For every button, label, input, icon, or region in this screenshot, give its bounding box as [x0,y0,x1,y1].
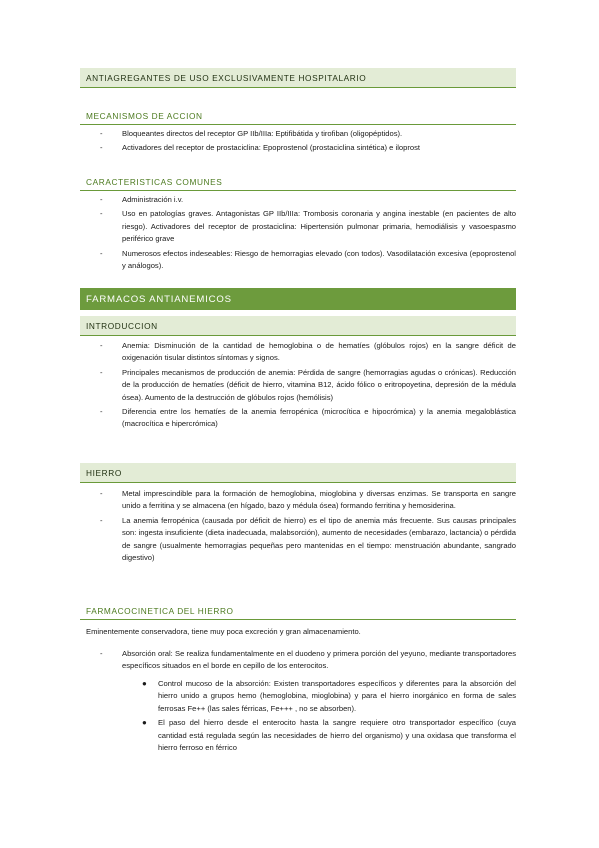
list-item: - Activadores del receptor de prostaciclina: Epoprostenol (prostaciclina sintética) e iloprost [100,143,420,153]
section-heading-hierro: HIERRO [80,463,516,483]
list-item: - Numerosos efectos indeseables: Riesgo de hemorragias elevado (con todos). Vasodilatación excesiva (epoprostenol y análogos). [100,248,516,271]
list-item: - La anemia ferropénica (causada por déficit de hierro) es el tipo de anemia más frecuente. Sus causas principales son: ingesta insuficiente (dieta inadecuada, malabsorción), aumento de necesidades (embarazo, lactancia) o pérdida de sangre (usualmente hemorragias pequeñas pero mantenidas en el tiempo: menstruación abundante, sangrado digestivo) [100,515,516,563]
bullet-dot-icon: ● [142,679,147,688]
hierro-list [100,488,516,566]
section-heading-farmacos: FARMACOS ANTIANEMICOS [80,288,516,310]
section-heading-farmacocinetica: FARMACOCINETICA DEL HIERRO [80,606,516,620]
farmacocinetica-list [100,648,516,675]
list-item: - Absorción oral: Se realiza fundamentalmente en el duodeno y primera porción del yeyuno, mediante transportadores específicos situados en el borde en cepillo de los enterocitos. [100,649,516,671]
list-item: - Anemia: Disminución de la cantidad de hemoglobina o de hematíes (glóbulos rojos) en la sangre déficit de oxigenación tisular distintos síntomas y signos. [100,341,516,363]
list-item: - Metal imprescindible para la formación de hemoglobina, mioglobina y diversas enzimas. Se transporta en sangre unido a ferritina y se almacena (en hígado, bazo y médula ósea) formando ferritina y hemosiderina. [100,489,516,511]
list-item: - Diferencia entre los hematíes de la anemia ferropénica (microcítica e hipocrómica) y la anemia megaloblástica (macrocítica e hipercrómica) [100,407,516,429]
section-heading-introduccion: INTRODUCCION [80,316,516,336]
caracteristicas-list [100,194,516,274]
list-item: - Uso en patologías graves. Antagonistas GP IIb/IIIa: Trombosis coronaria y angina inestable (en pacientes de alto riesgo). Activadores del receptor de prostaciclina: Hipertensión pulmonar primaria, hemodiálisis y vasoespasmo periférico grave [100,209,516,244]
list-item: - Administración i.v. [100,195,184,204]
farmacocinetica-sublist [142,678,516,756]
farmacocinetica-intro: Eminentemente conservadora, tiene muy poca excreción y gran almacenamiento. [86,627,361,636]
bullet-dot-icon: ● [142,718,147,728]
list-item: - Principales mecanismos de producción de anemia: Pérdida de sangre (hemorragias agudas o crónicas). Reducción de la producción de hematíes (déficit de hierro, vitamina B12, ácido fólico o eritropoyetina, depresión de la médula ósea). Aumento de la destrucción de glóbulos rojos (hemólisis) [100,367,516,402]
section-heading-caracteristicas: CARACTERISTICAS COMUNES [80,177,516,191]
list-item: ● El paso del hierro desde el enterocito hasta la sangre requiere otro transportador específico (cuya cantidad está regulada según las necesidades de hierro del organismo) y una oxidasa que transforma el hierro ferroso en férrico [142,718,516,753]
list-item: - Bloqueantes directos del receptor GP IIb/IIIa: Eptifibátida y tirofiban (oligopéptidos). [100,129,403,138]
introduccion-list [100,340,516,433]
mecanismos-list [100,128,516,157]
list-item: ● Control mucoso de la absorción: Existen transportadores específicos y diferentes para la absorción del hierro unido a grupos hemo (hemoglobina, mioglobina) y para el hierro inorgánico en forma de sales ferrosas Fe++ (las sales férricas, Fe+++ , no se absorben). [142,679,516,713]
section-heading-mecanismos: MECANISMOS DE ACCION [80,111,516,125]
section-heading-antiagregantes: ANTIAGREGANTES DE USO EXCLUSIVAMENTE HOSPITALARIO [80,68,516,88]
